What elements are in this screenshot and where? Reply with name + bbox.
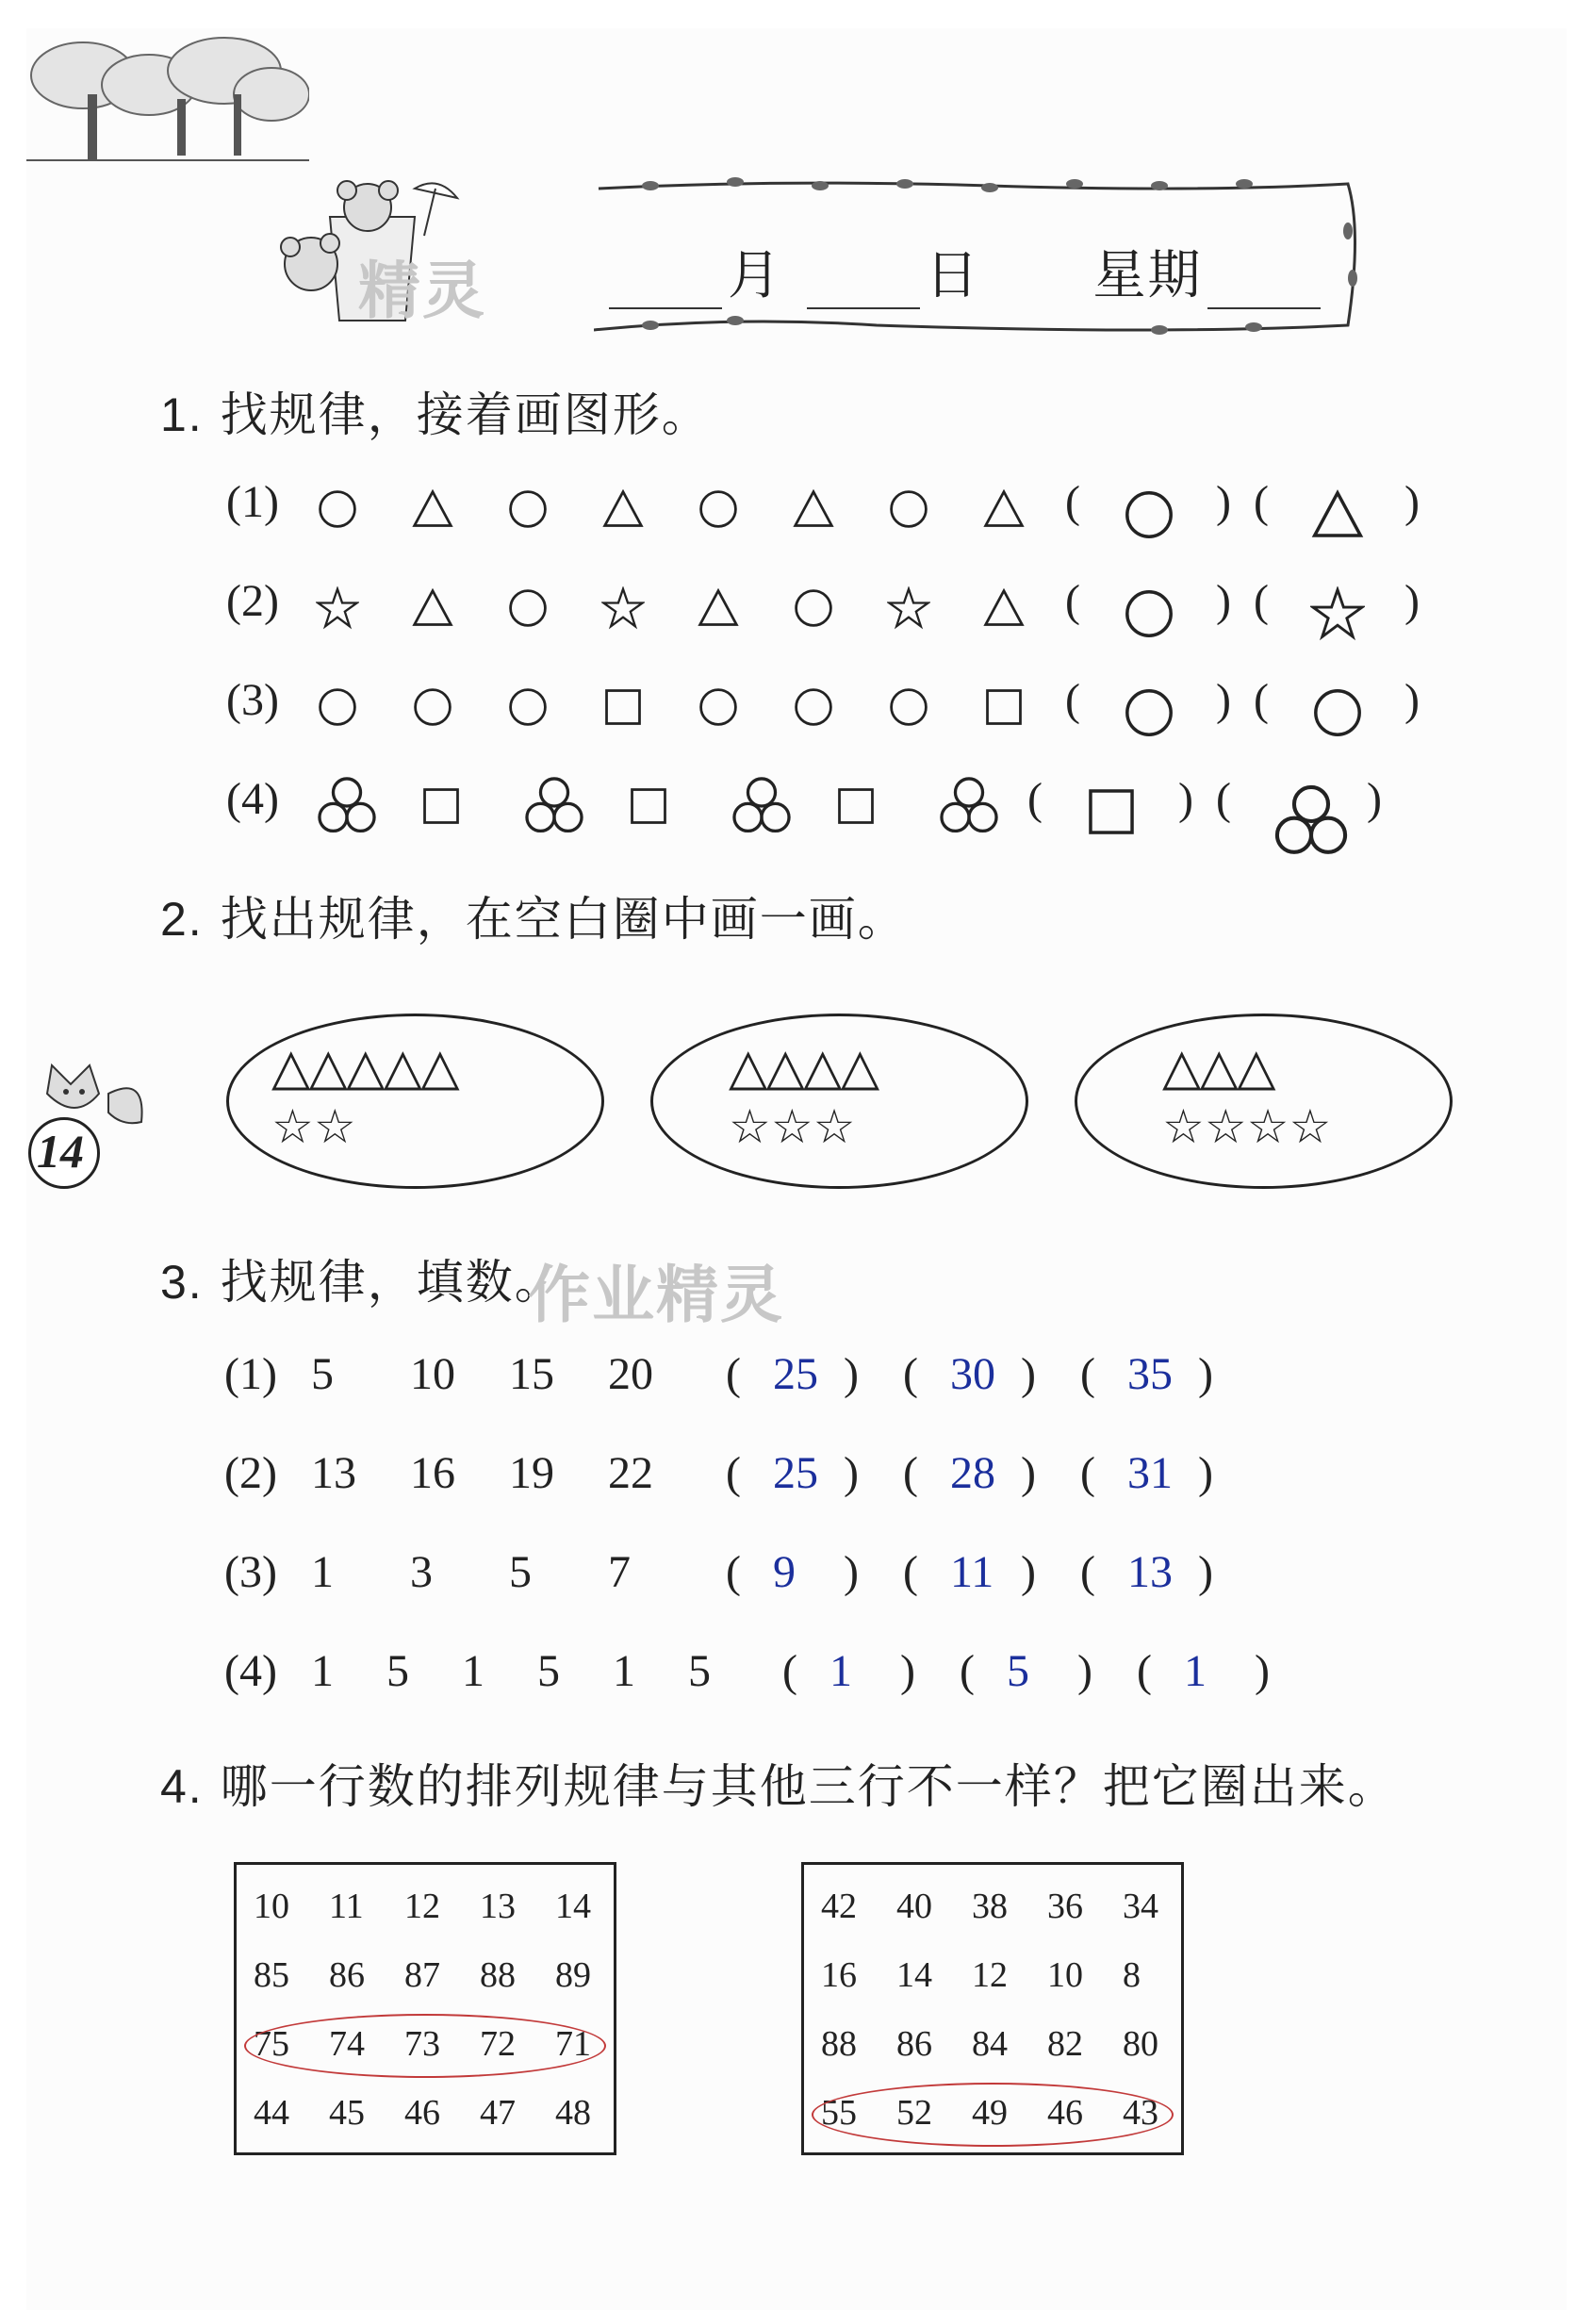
oval-triangles: △△△ (1162, 1037, 1274, 1096)
oval-stars: ☆☆☆☆ (1162, 1099, 1332, 1154)
table-cell: 74 (329, 2024, 365, 2064)
circled-row-mark (244, 2014, 606, 2078)
answer-paren-close: ) (1021, 1349, 1036, 1399)
answer-number: 1 (829, 1646, 852, 1696)
number-table (234, 1862, 616, 2155)
square-icon (982, 685, 1026, 729)
answer-number: 9 (773, 1547, 796, 1597)
triangle-icon (601, 487, 645, 531)
answer-number: 11 (950, 1547, 994, 1597)
given-number: 15 (509, 1349, 554, 1399)
given-number: 7 (608, 1547, 631, 1597)
page-number: 14 (37, 1125, 84, 1178)
circle-icon (887, 685, 930, 729)
oval-stars: ☆☆ (271, 1099, 356, 1154)
circle-icon (506, 586, 550, 630)
circle-icon (506, 685, 550, 729)
table-cell: 88 (821, 2024, 857, 2064)
table-cell: 42 (821, 1887, 857, 1926)
table-cell: 75 (254, 2024, 289, 2064)
given-number: 1 (613, 1646, 635, 1696)
table-cell: 43 (1123, 2093, 1158, 2133)
answer-paren-open: ( (960, 1646, 975, 1696)
circle-icon (792, 685, 835, 729)
row-label: (1) (224, 1349, 277, 1399)
answer-paren-open: ( (782, 1646, 797, 1696)
question-text: 哪一行数的排列规律与其他三行不一样？把它圈出来。 (220, 1759, 1397, 1814)
answer-paren-open: ( (1254, 477, 1269, 527)
row-label: (3) (224, 1547, 277, 1597)
table-cell: 14 (555, 1887, 591, 1926)
question-text: 找出规律，在空白圈中画一画。 (220, 892, 907, 947)
question-3-title (160, 1244, 564, 1312)
table-cell: 45 (329, 2093, 365, 2133)
table-cell: 49 (972, 2093, 1008, 2133)
table-cell: 11 (329, 1887, 364, 1926)
answer-paren-close: ) (1178, 774, 1193, 824)
circle-icon (316, 685, 359, 729)
answer-number: 25 (773, 1448, 818, 1498)
square-icon (601, 685, 645, 729)
answer-number: 28 (950, 1448, 995, 1498)
answer-number: 1 (1184, 1646, 1207, 1696)
question-number: 2. (160, 893, 204, 946)
star-icon (601, 586, 645, 630)
question-text: 找规律，填数。 (220, 1255, 564, 1310)
question-number: 1. (160, 388, 204, 441)
answer-paren-open: ( (903, 1448, 918, 1498)
answer-paren-open: ( (1216, 774, 1231, 824)
answer-paren-close: ) (1367, 774, 1382, 824)
row-label: (4) (226, 774, 279, 824)
triangle-icon (411, 487, 454, 531)
given-number: 22 (608, 1448, 653, 1498)
table-cell: 47 (480, 2093, 516, 2133)
given-number: 1 (462, 1646, 484, 1696)
answer-paren-close: ) (1198, 1349, 1213, 1399)
table-cell: 48 (555, 2093, 591, 2133)
question-4-title (160, 1749, 1397, 1817)
answer-paren-open: ( (1137, 1646, 1152, 1696)
given-number: 10 (410, 1349, 455, 1399)
question-2-title (160, 882, 907, 949)
three-circles-icon (731, 775, 793, 837)
answer-circle-icon (1310, 685, 1365, 740)
answer-star-icon (1310, 586, 1365, 641)
table-cell: 73 (404, 2024, 440, 2064)
given-number: 3 (410, 1547, 433, 1597)
given-number: 5 (509, 1547, 532, 1597)
square-icon (627, 784, 670, 828)
table-cell: 89 (555, 1955, 591, 1995)
answer-paren-close: ) (1021, 1547, 1036, 1597)
row-label: (1) (226, 477, 279, 527)
table-cell: 44 (254, 2093, 289, 2133)
circle-icon (411, 685, 454, 729)
row-label: (2) (226, 576, 279, 626)
table-cell: 10 (254, 1887, 289, 1926)
answer-paren-open: ( (1254, 576, 1269, 626)
oval-3 (1075, 1014, 1453, 1189)
answer-number: 31 (1127, 1448, 1173, 1498)
date-header (603, 234, 1326, 309)
oval-triangles: △△△△ (729, 1037, 879, 1096)
table-cell: 12 (404, 1887, 440, 1926)
weekday-label: 星期 (1092, 245, 1203, 306)
table-cell: 40 (896, 1887, 932, 1926)
answer-number: 13 (1127, 1547, 1173, 1597)
table-cell: 55 (821, 2093, 857, 2133)
table-cell: 88 (480, 1955, 516, 1995)
answer-paren-open: ( (1065, 576, 1080, 626)
three-circles-icon (523, 775, 585, 837)
three-circles-icon (316, 775, 378, 837)
answer-paren-close: ) (844, 1349, 859, 1399)
table-cell: 85 (254, 1955, 289, 1995)
answer-paren-close: ) (1404, 675, 1420, 725)
month-blank (609, 270, 722, 309)
trees-illustration (26, 28, 309, 170)
answer-number: 30 (950, 1349, 995, 1399)
row-label: (2) (224, 1448, 277, 1498)
star-icon (316, 586, 359, 630)
table-cell: 14 (896, 1955, 932, 1995)
table-cell: 36 (1047, 1887, 1083, 1926)
answer-paren-open: ( (1065, 675, 1080, 725)
table-cell: 16 (821, 1955, 857, 1995)
table-cell: 34 (1123, 1887, 1158, 1926)
oval-triangles: △△△△△ (271, 1037, 458, 1096)
table-cell: 86 (896, 2024, 932, 2064)
day-blank (807, 270, 920, 309)
answer-triangle-icon (1310, 487, 1365, 542)
given-number: 16 (410, 1448, 455, 1498)
answer-circle-icon (1122, 685, 1176, 740)
answer-paren-close: ) (1216, 477, 1231, 527)
answer-paren-open: ( (726, 1448, 741, 1498)
circle-icon (887, 487, 930, 531)
given-number: 5 (688, 1646, 711, 1696)
answer-number: 25 (773, 1349, 818, 1399)
answer-paren-open: ( (726, 1547, 741, 1597)
question-number: 3. (160, 1256, 204, 1309)
answer-paren-close: ) (1198, 1547, 1213, 1597)
circle-icon (697, 685, 740, 729)
oval-1 (226, 1014, 604, 1189)
table-cell: 72 (480, 2024, 516, 2064)
table-cell: 10 (1047, 1955, 1083, 1995)
watermark: 作业精灵 (528, 1259, 784, 1331)
answer-paren-close: ) (844, 1547, 859, 1597)
answer-paren-close: ) (1255, 1646, 1270, 1696)
answer-circle-icon (1122, 586, 1176, 641)
circle-icon (506, 487, 550, 531)
answer-square-icon (1084, 784, 1139, 839)
given-number: 1 (311, 1646, 334, 1696)
given-number: 5 (311, 1349, 334, 1399)
answer-paren-open: ( (1080, 1448, 1095, 1498)
circle-icon (697, 487, 740, 531)
answer-paren-close: ) (900, 1646, 915, 1696)
triangle-icon (982, 487, 1026, 531)
row-label: (4) (224, 1646, 277, 1696)
table-cell: 8 (1123, 1955, 1141, 1995)
page-number-badge (28, 1117, 100, 1189)
answer-paren-open: ( (1080, 1349, 1095, 1399)
answer-paren-open: ( (726, 1349, 741, 1399)
answer-paren-close: ) (1077, 1646, 1092, 1696)
answer-paren-open: ( (1065, 477, 1080, 527)
table-cell: 82 (1047, 2024, 1083, 2064)
question-text: 找规律，接着画图形。 (220, 387, 711, 442)
given-number: 19 (509, 1448, 554, 1498)
table-cell: 71 (555, 2024, 591, 2064)
triangle-icon (982, 586, 1026, 630)
answer-paren-open: ( (903, 1349, 918, 1399)
answer-three-circles-icon (1273, 783, 1350, 860)
answer-paren-close: ) (1216, 675, 1231, 725)
question-number: 4. (160, 1760, 204, 1813)
table-cell: 52 (896, 2093, 932, 2133)
table-cell: 13 (480, 1887, 516, 1926)
circled-row-mark (812, 2083, 1174, 2147)
watermark: 精灵 (358, 255, 486, 327)
answer-number: 35 (1127, 1349, 1173, 1399)
three-circles-icon (938, 775, 1000, 837)
table-cell: 38 (972, 1887, 1008, 1926)
answer-paren-open: ( (903, 1547, 918, 1597)
triangle-icon (697, 586, 740, 630)
table-cell: 80 (1123, 2024, 1158, 2064)
oval-2 (650, 1014, 1028, 1189)
given-number: 5 (537, 1646, 560, 1696)
answer-circle-icon (1122, 487, 1176, 542)
answer-paren-close: ) (1021, 1448, 1036, 1498)
weekday-blank (1207, 270, 1321, 309)
given-number: 5 (386, 1646, 409, 1696)
answer-paren-close: ) (1198, 1448, 1213, 1498)
month-label: 月 (728, 245, 782, 306)
table-cell: 84 (972, 2024, 1008, 2064)
oval-stars: ☆☆☆ (729, 1099, 856, 1154)
given-number: 20 (608, 1349, 653, 1399)
table-cell: 46 (1047, 2093, 1083, 2133)
question-1-title (160, 377, 711, 445)
table-cell: 87 (404, 1955, 440, 1995)
triangle-icon (411, 586, 454, 630)
row-label: (3) (226, 675, 279, 725)
table-cell: 46 (404, 2093, 440, 2133)
answer-paren-open: ( (1080, 1547, 1095, 1597)
square-icon (419, 784, 463, 828)
circle-icon (792, 586, 835, 630)
square-icon (834, 784, 878, 828)
day-label: 日 (925, 245, 980, 306)
table-cell: 12 (972, 1955, 1008, 1995)
answer-paren-close: ) (1404, 477, 1420, 527)
answer-number: 5 (1007, 1646, 1029, 1696)
number-table (801, 1862, 1184, 2155)
answer-paren-open: ( (1254, 675, 1269, 725)
star-icon (887, 586, 930, 630)
triangle-icon (792, 487, 835, 531)
answer-paren-close: ) (844, 1448, 859, 1498)
given-number: 1 (311, 1547, 334, 1597)
answer-paren-close: ) (1216, 576, 1231, 626)
given-number: 13 (311, 1448, 356, 1498)
circle-icon (316, 487, 359, 531)
answer-paren-open: ( (1027, 774, 1043, 824)
table-cell: 86 (329, 1955, 365, 1995)
answer-paren-close: ) (1404, 576, 1420, 626)
